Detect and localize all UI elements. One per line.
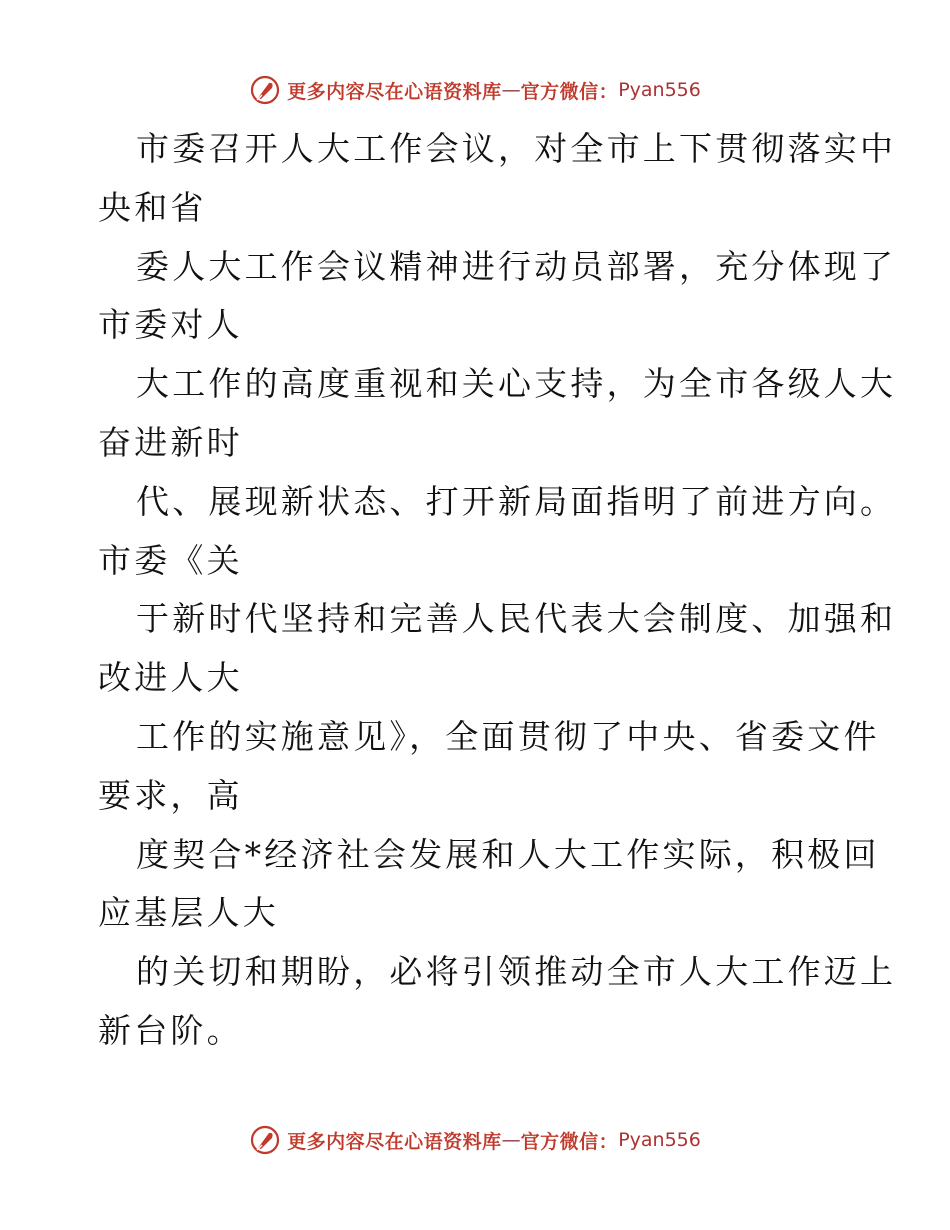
watermark-wechat-label: 官方微信：: [520, 1130, 619, 1153]
feather-pen-logo-icon: [249, 74, 281, 106]
text-line: 应基层人大: [98, 893, 279, 933]
watermark-title: 更多内容尽在心语资料库: [287, 80, 502, 103]
text-line: 代、展现新状态、打开新局面指明了前进方向。: [136, 481, 897, 521]
text-line: 度契合*经济社会发展和人大工作实际，积极回: [136, 834, 880, 874]
header-watermark: [0, 70, 950, 110]
document-body: [98, 120, 897, 1061]
text-line: 大工作的高度重视和关心支持，为全市各级人大: [136, 364, 897, 404]
watermark-dash: —: [501, 1129, 521, 1151]
watermark-title: 更多内容尽在心语资料库: [287, 1130, 502, 1153]
watermark-wechat-id: Pyan556: [618, 1129, 701, 1151]
feather-pen-logo-icon: [249, 1124, 281, 1156]
text-line: 央和省: [98, 187, 207, 227]
text-line: 于新时代坚持和完善人民代表大会制度、加强和: [136, 599, 897, 639]
text-line: 委人大工作会议精神进行动员部署，充分体现了: [136, 246, 897, 286]
text-line: 奋进新时: [98, 422, 243, 462]
watermark-dash: —: [501, 79, 521, 101]
text-line: 改进人大: [98, 658, 243, 698]
text-line: 新台阶。: [98, 1010, 243, 1050]
watermark-wechat-label: 官方微信：: [520, 80, 619, 103]
text-line: 市委召开人大工作会议，对全市上下贯彻落实中: [136, 129, 897, 168]
text-line: 要求，高: [98, 775, 243, 815]
text-line: 市委《关: [98, 540, 243, 580]
text-line: 的关切和期盼，必将引领推动全市人大工作迈上: [136, 952, 897, 992]
footer-watermark: [0, 1120, 950, 1160]
watermark-wechat-id: Pyan556: [618, 79, 701, 101]
text-line: 市委对人: [98, 305, 243, 345]
text-line: 工作的实施意见》，全面贯彻了中央、省委文件: [136, 716, 880, 756]
